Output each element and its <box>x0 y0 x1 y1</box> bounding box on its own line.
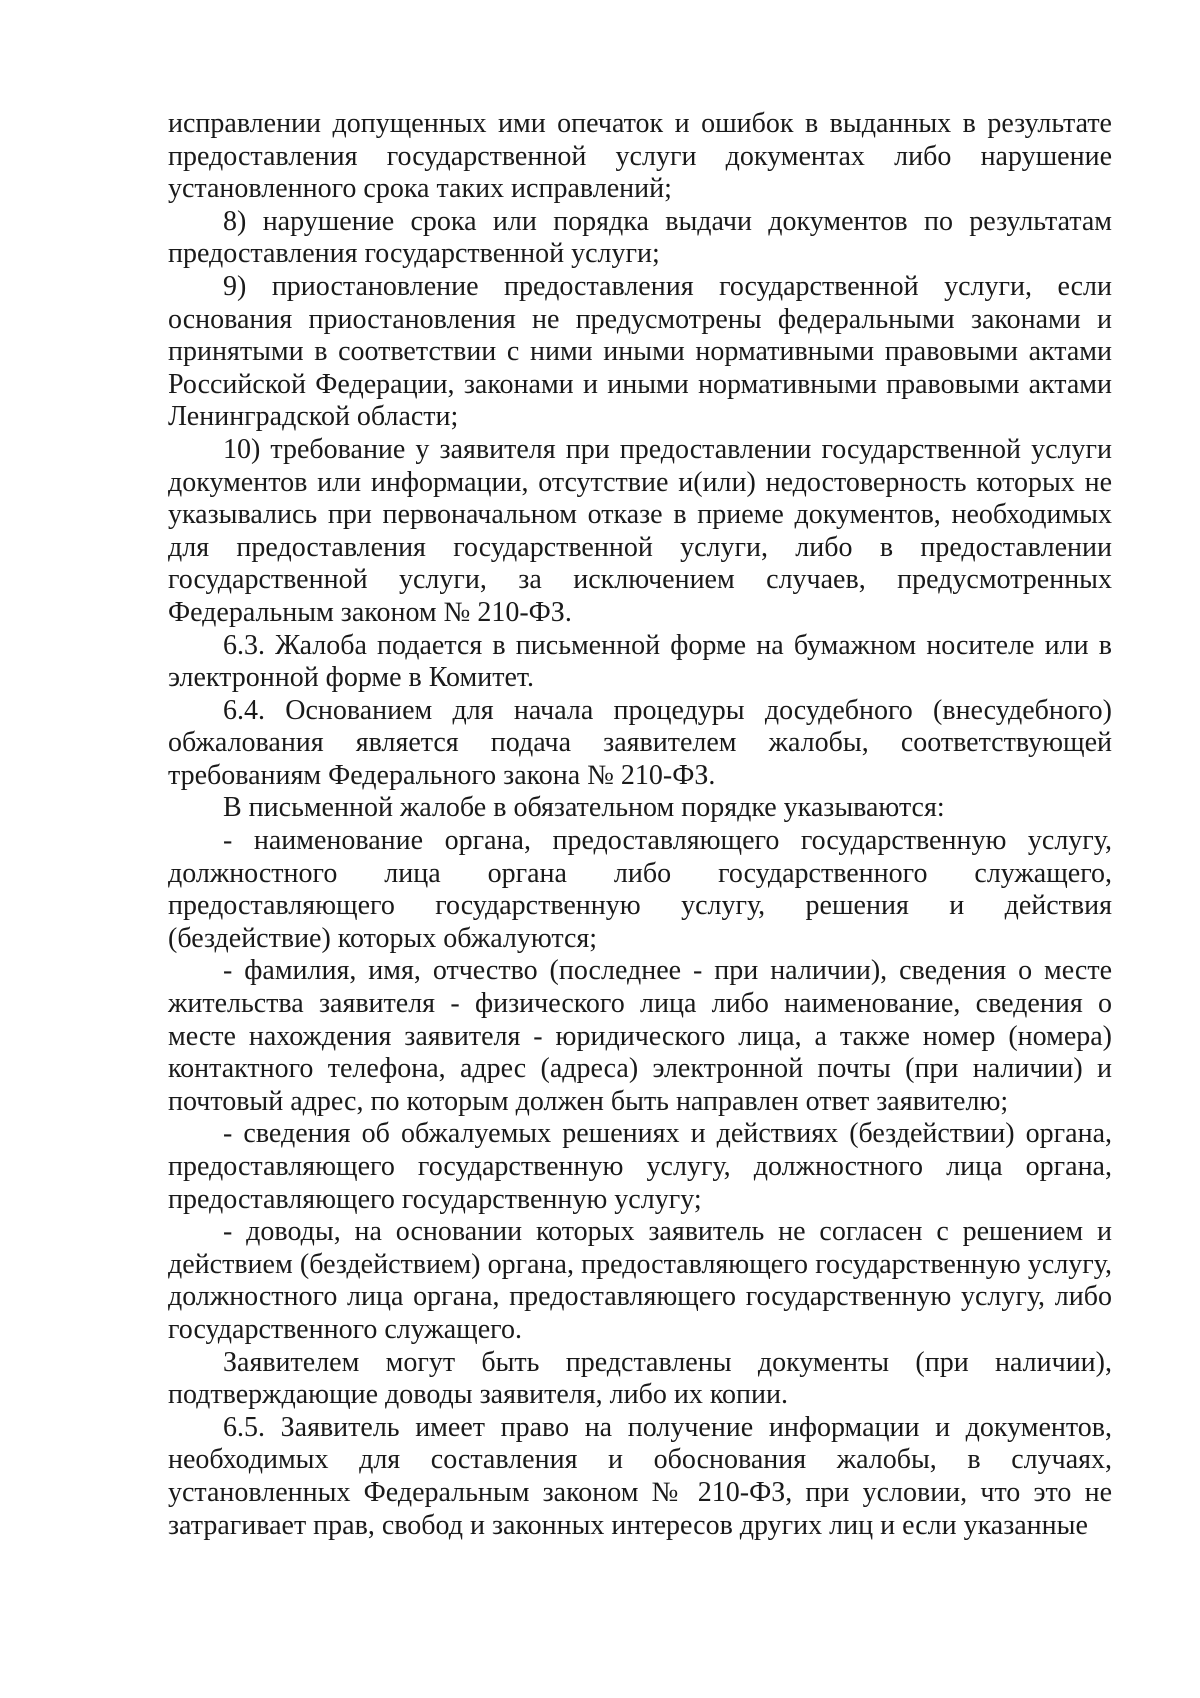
paragraph-6-4: 6.4. Основанием для начала процедуры досудебного (внесудебного) обжалования является подача заявителем жалобы, соответствующей требованиям Федерального закона № 210-ФЗ. <box>168 694 1112 791</box>
paragraph-supporting-documents: Заявителем могут быть представлены документы (при наличии), подтверждающие доводы заявителя, либо их копии. <box>168 1346 1112 1411</box>
document-body <box>168 108 1112 1542</box>
paragraph-6-3: 6.3. Жалоба подается в письменной форме на бумажном носителе или в электронной форме в Комитет. <box>168 629 1112 694</box>
paragraph-6-5: 6.5. Заявитель имеет право на получение информации и документов, необходимых для составления и обоснования жалобы, в случаях, установленных Федеральным законом № 210-ФЗ, при условии, что это не затрагивает прав, свобод и законных интересов других лиц и если указанные <box>168 1411 1112 1541</box>
list-item-applicant-details: - фамилия, имя, отчество (последнее - при наличии), сведения о месте жительства заявителя - физического лица либо наименование, сведения о месте нахождения заявителя - юридического лица, а также номер (номера) контактного телефона, адрес (адреса) электронной почты (при наличии) и почтовый адрес, по которым должен быть направлен ответ заявителю; <box>168 955 1112 1117</box>
list-item-appealed-decisions: - сведения об обжалуемых решениях и действиях (бездействии) органа, предоставляющего государственную услугу, должностного лица органа, предоставляющего государственную услугу; <box>168 1118 1112 1215</box>
list-item-arguments: - доводы, на основании которых заявитель не согласен с решением и действием (бездействием) органа, предоставляющего государственную услугу, должностного лица органа, предоставляющего государственную услугу, либо государственного служащего. <box>168 1216 1112 1345</box>
paragraph-item-9: 9) приостановление предоставления государственной услуги, если основания приостановления не предусмотрены федеральными законами и принятыми в соответствии с ними иными нормативными правовыми актами Российской Федерации, законами и иными нормативными правовыми актами Ленинградской области; <box>168 270 1112 433</box>
list-item-authority-name: - наименование органа, предоставляющего государственную услугу, должностного лица органа либо государственного служащего, предоставляющего государственную услугу, решения и действия (бездействие) которых обжалуются; <box>168 825 1112 954</box>
paragraph-complaint-intro: В письменной жалобе в обязательном порядке указываются: <box>223 792 945 824</box>
paragraph-item-10: 10) требование у заявителя при предоставлении государственной услуги документов или информации, отсутствие и(или) недостоверность которых не указывались при первоначальном отказе в приеме документов, необходимых для предоставления государственной услуги, либо в предоставлении государственной услуги, за исключением случаев, предусмотренных Федеральным законом № 210-ФЗ. <box>168 433 1112 628</box>
paragraph-continuation: исправлении допущенных ими опечаток и ошибок в выданных в результате предоставления государственной услуги документах либо нарушение установленного срока таких исправлений; <box>168 108 1112 205</box>
paragraph-item-8: 8) нарушение срока или порядка выдачи документов по результатам предоставления государственной услуги; <box>168 205 1112 270</box>
